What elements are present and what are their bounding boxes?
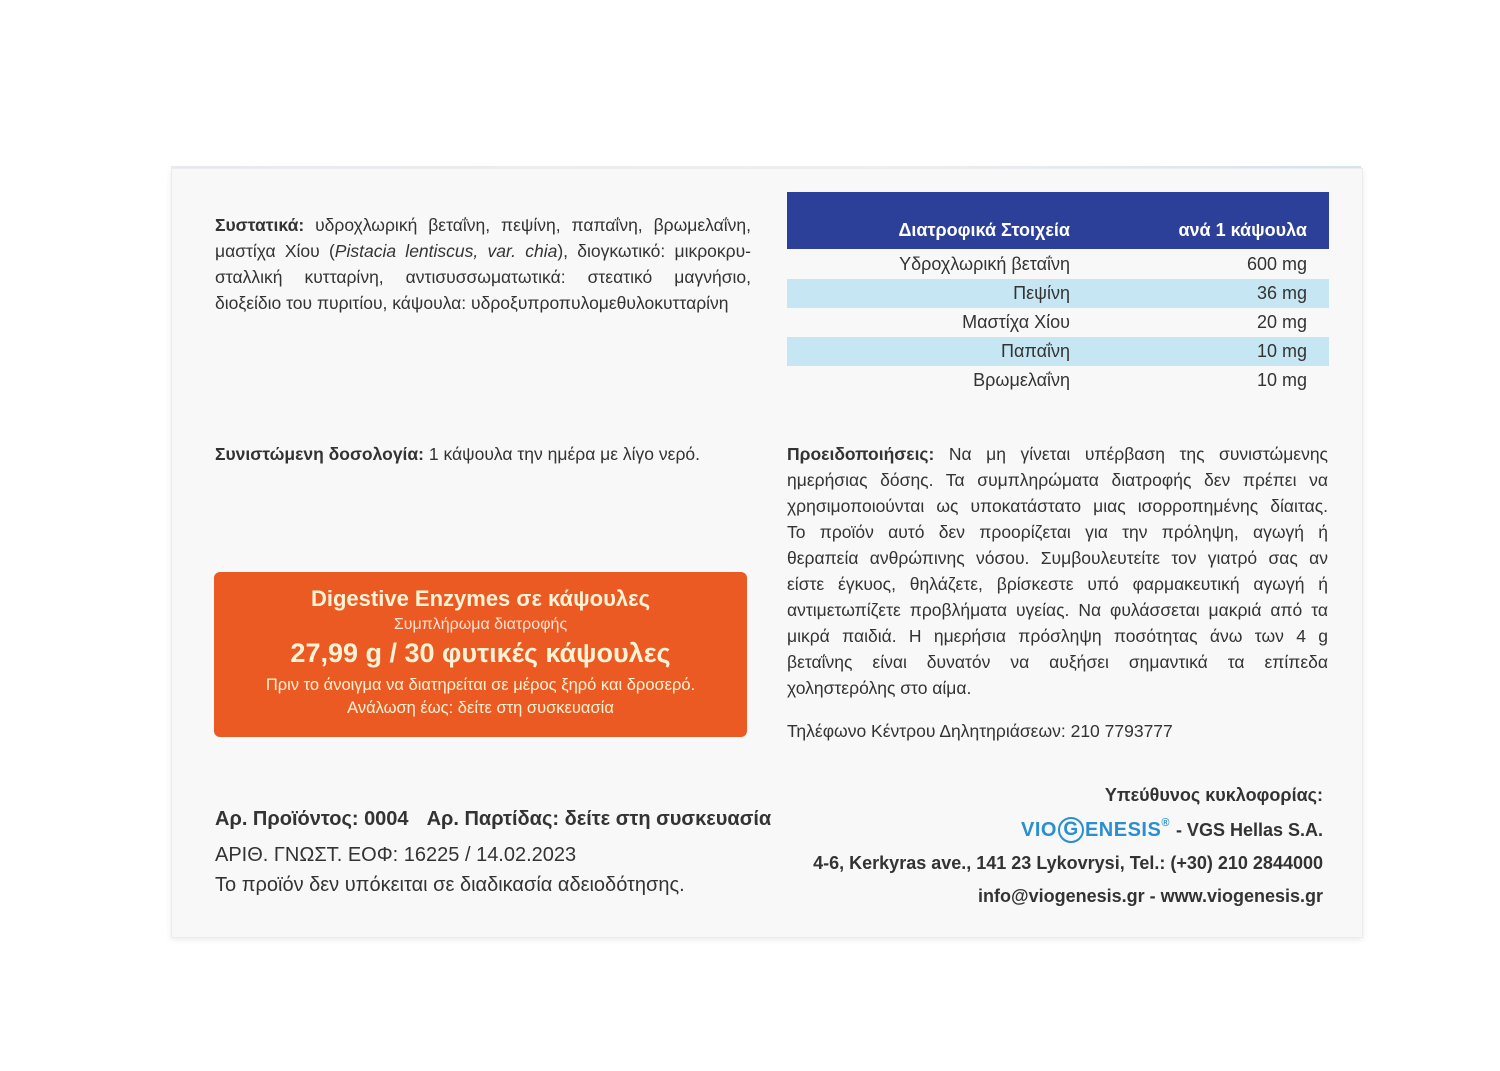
licensing-note: Το προϊόν δεν υπόκειται σε διαδικασία αδειοδότησης. (215, 874, 685, 896)
table-row (787, 308, 1329, 337)
eof-notification-number: ΑΡΙΘ. ΓΝΩΣΤ. ΕΟΦ: 16225 / 14.02.2023 (215, 844, 577, 866)
warnings-line: αντιμετωπίζετε προβλήματα υγείας. Να φυλάσσεται μακριά από τα (787, 600, 1328, 620)
dosage-text (215, 441, 755, 467)
storage-instructions: Πριν το άνοιγμα να διατηρείται σε μέρος ξηρό και δροσερό. (265, 676, 696, 694)
nutrient-name: Παπαΐνη (1001, 341, 1070, 361)
warnings-line: ημερήσιας δόσης. Τα συμπληρώματα διατροφής δεν πρέπει να (787, 470, 1328, 490)
nutrition-table-header (787, 192, 1329, 249)
nutrient-name: Βρωμελαΐνη (973, 370, 1070, 390)
nutrient-name: Μαστίχα Χίου (962, 312, 1070, 332)
nutrient-name: Υδροχλωρική βεταΐνη (899, 254, 1070, 274)
nutrient-amount: 20 mg (1256, 312, 1307, 332)
ingredients-line-1: Συστατικά: υδροχλωρική βεταΐνη, πεψίνη, παπαΐνη, βρωμελαΐνη, (215, 215, 751, 235)
batch-number: Αρ. Παρτίδας: δείτε στη συσκευασία (426, 808, 772, 830)
warnings-line: θεραπεία ανθρώπινης νόσου. Συμβουλευτείτε τον γιατρό σας αν (787, 548, 1328, 568)
warnings-label: Προειδοποιήσεις: (787, 444, 935, 464)
ingredients-line-4: διοξείδιο του πυριτίου, κάψουλα: υδροξυπροπυλομεθυλοκυτταρίνη (215, 293, 729, 313)
nutrition-table (787, 192, 1329, 395)
nutrient-amount: 600 mg (1246, 254, 1307, 274)
product-title: Digestive Enzymes σε κάψουλες (310, 586, 651, 611)
product-subtitle: Συμπλήρωμα διατροφής (393, 616, 568, 633)
distributor-address: 4-6, Kerkyras ave., 141 23 Lykovrysi, Tel.: (+30) 210 2844000 (813, 853, 1323, 873)
latin-name: Pistacia lentiscus, var. chia (334, 241, 558, 261)
dosage-label: Συνιστώμενη δοσολογία: (215, 444, 425, 464)
ingredients-label: Συστατικά: (215, 215, 305, 235)
product-quantity: 27,99 g / 30 φυτικές κάψουλες (290, 638, 671, 668)
warnings-line: Το προϊόν αυτό δεν προορίζεται για την πρόληψη, αγωγή ή (787, 522, 1328, 542)
product-info-panel (214, 572, 747, 737)
distributor-contact: info@viogenesis.gr - www.viogenesis.gr (978, 886, 1323, 906)
nutrient-amount: 10 mg (1256, 341, 1307, 361)
nutrient-amount: 10 mg (1256, 370, 1307, 390)
table-row (787, 366, 1329, 395)
warnings-line: χρησιμοποιούνται ως υποκατάστατο μιας ισορροπημένης δίαιτας. (787, 496, 1328, 516)
warnings-line: χοληστερόλης στο αίμα. (787, 678, 972, 698)
table-row (787, 279, 1329, 308)
table-row (787, 337, 1329, 366)
ingredients-line-2: μαστίχα Χίου (Pistacia lentiscus, var. chia), διογκωτικό: μικροκρυ- (215, 241, 752, 261)
warnings-line: μικρά παιδιά. Η ημερήσια πρόσληψη ποσότητας άνω των 4 g (787, 626, 1328, 646)
warnings-text (787, 441, 1328, 701)
warnings-line: βεταΐνης είναι δυνατόν να αυξήσει σημαντικά τα επίπεδα (787, 652, 1328, 672)
distributor-company: - VGS Hellas S.A. (1175, 819, 1323, 840)
ingredients-text (215, 212, 751, 316)
logo-g-circle-icon: G (1058, 817, 1084, 843)
nutrition-header-amount: ανά 1 κάψουλα (1178, 220, 1307, 240)
registered-mark: ® (1161, 817, 1170, 829)
distributor-label: Υπεύθυνος κυκλοφορίας: (1104, 785, 1323, 805)
nutrition-header-name: Διατροφικά Στοιχεία (898, 220, 1070, 240)
nutrient-name: Πεψίνη (1013, 283, 1070, 303)
viogenesis-logo: VIO G ENESIS ® (1021, 817, 1174, 843)
warnings-line: Προειδοποιήσεις: Να μη γίνεται υπέρβαση της συνιστώμενης (787, 444, 1328, 464)
poison-center-phone: Τηλέφωνο Κέντρου Δηλητηριάσεων: 210 7793777 (787, 721, 1173, 741)
warnings-line: είστε έγκυος, θηλάζετε, βρίσκεστε υπό φαρμακευτική αγωγή ή (787, 574, 1328, 594)
dosage-value: 1 κάψουλα την ημέρα με λίγο νερό. (424, 444, 701, 464)
ingredients-line-3: σταλλική κυτταρίνη, αντισυσσωματωτικά: στεατικό μαγνήσιο, (215, 267, 751, 287)
expiry-note: Ανάλωση έως: δείτε στη συσκευασία (347, 699, 614, 717)
nutrient-amount: 36 mg (1256, 283, 1307, 303)
distributor-logo-line (1021, 817, 1323, 843)
table-row (787, 250, 1329, 279)
product-batch-line (215, 808, 771, 831)
product-number: Αρ. Προϊόντος: 0004 (215, 808, 409, 830)
